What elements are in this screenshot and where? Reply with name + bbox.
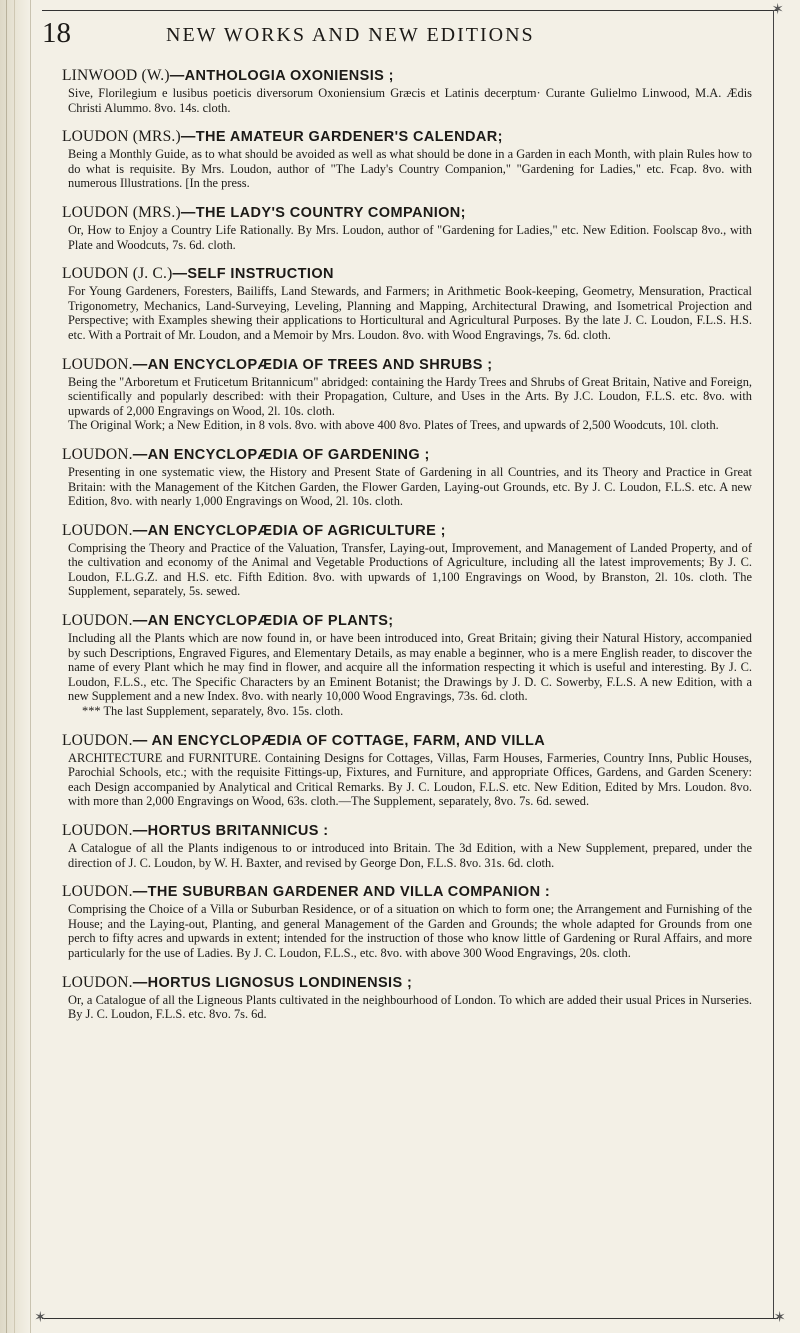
entry-title: —AN ENCYCLOPÆDIA OF TREES AND SHRUBS ;: [132, 356, 493, 373]
entry-author: LOUDON.: [62, 521, 133, 539]
entry-description: Comprising the Choice of a Villa or Suburban Residence, or of a situation on which to form one; the Arrangement and Furnishing of the House; and the Laying-out, Planting, and general Management of the Garden and Grounds; the whole adapted for Grounds from one perch to fifty acres and upwards in extent; intended for the instruction of those who know little of Gardening or Rural Affairs, and more particularly for the use of Ladies. By J. C. Loudon, F.L.S., etc. 8vo. with above 300 Wood Engravings, 20s. cloth.: [68, 902, 752, 960]
top-rule: [42, 10, 778, 11]
catalogue-entry: [62, 127, 752, 191]
entry-heading: [62, 355, 752, 375]
entry-title: —ANTHOLOGIA OXONIENSIS ;: [169, 68, 394, 84]
entry-description: A Catalogue of all the Plants indigenous to or introduced into Britain. The 3d Edition, with a New Supplement, prepared, under the direction of J. C. Loudon, by W. H. Baxter, and revised by George Don, F.L.S. 8vo. 31s. 6d. cloth.: [68, 841, 752, 870]
entry-heading: [62, 127, 752, 147]
catalogue-entry: [62, 731, 752, 809]
ornament-icon: ✶: [34, 1310, 47, 1326]
entry-title: —HORTUS LIGNOSUS LONDINENSIS ;: [132, 974, 413, 991]
entry-title: —HORTUS BRITANNICUS :: [132, 823, 329, 839]
catalogue-entry: [62, 203, 752, 252]
page-header: [42, 18, 742, 58]
entry-author: LOUDON (J. C.): [62, 265, 173, 283]
entry-author: LOUDON.: [62, 731, 133, 749]
entry-author: LOUDON.: [62, 612, 133, 630]
entry-description: Presenting in one systematic view, the History and Present State of Gardening in all Countries, and its Theory and Practice in Great Britain: with the Management of the Kitchen Garden, the Flower Garden, Laying-out Grounds, etc. By J. C. Loudon, F.L.S. etc. A new Edition, 8vo. with nearly 1,000 Engravings on Wood, 2l. 10s. cloth.: [68, 464, 752, 509]
catalogue-entry: [62, 821, 752, 870]
entry-heading: [62, 521, 752, 541]
catalogue-entries: [62, 66, 752, 1034]
entry-title: —THE AMATEUR GARDENER'S CALENDAR;: [180, 129, 503, 146]
ornament-icon: ✶: [773, 1310, 786, 1326]
entry-heading: [62, 821, 752, 841]
page-gutter: [0, 0, 31, 1333]
entry-author: LOUDON.: [62, 973, 133, 991]
gutter-line: [14, 0, 15, 1333]
entry-title: —THE SUBURBAN GARDENER AND VILLA COMPANION :: [132, 884, 551, 901]
entry-heading: [62, 445, 752, 465]
right-margin-rule: [773, 10, 774, 1318]
catalogue-entry: [62, 882, 752, 960]
entry-description: Sive, Florilegium e lusibus poeticis diversorum Oxoniensium Græcis et Latinis decerptum· Curante Gulielmo Linwood, M.A. Ædis Christi Alummo. 8vo. 14s. cloth.: [68, 86, 752, 115]
entry-description: Or, How to Enjoy a Country Life Rationally. By Mrs. Loudon, author of "Gardening for Ladies," etc. New Edition. Foolscap 8vo., with Plate and Woodcuts, 7s. 6d. cloth.: [68, 222, 752, 252]
entry-title: —SELF INSTRUCTION: [172, 266, 334, 283]
catalogue-entry: [62, 521, 752, 599]
entry-author: LOUDON.: [62, 445, 133, 463]
entry-title: —AN ENCYCLOPÆDIA OF PLANTS;: [132, 613, 394, 630]
running-head: NEW WORKS AND NEW EDITIONS: [166, 24, 535, 46]
entry-heading: [62, 264, 752, 284]
entry-author: LOUDON.: [62, 822, 133, 839]
entry-heading: [62, 731, 752, 751]
entry-note: *** The last Supplement, separately, 8vo. 15s. cloth.: [82, 704, 344, 719]
ornament-icon: ✶: [771, 2, 784, 18]
entry-description: Being the "Arboretum et Fruticetum Britannicum" abridged: containing the Hardy Trees and Shrubs of Great Britain, Native and Foreign, scientifically and popularly described: with their Propagation, Culture, and Uses in the Arts. By J.C. Loudon, F.L.S. etc. 8vo. with upwards of 2,000 Engravings on Wood, 2l. 10s. cloth.: [68, 374, 752, 418]
entry-author: LINWOOD (W.): [62, 67, 170, 84]
entry-heading: [62, 611, 752, 631]
entry-title: — AN ENCYCLOPÆDIA OF COTTAGE, FARM, AND VILLA: [132, 732, 546, 749]
catalogue-entry: [62, 66, 752, 115]
entry-heading: [62, 203, 752, 223]
entry-author: LOUDON (MRS.): [62, 128, 181, 146]
catalogue-entry: [62, 611, 752, 719]
entry-heading: [62, 66, 752, 86]
entry-heading: [62, 973, 752, 993]
catalogue-entry: [62, 264, 752, 342]
catalogue-entry: [62, 445, 752, 509]
entry-title: —AN ENCYCLOPÆDIA OF AGRICULTURE ;: [132, 522, 446, 539]
entry-title: —AN ENCYCLOPÆDIA OF GARDENING ;: [132, 446, 430, 463]
catalogue-entry: [62, 973, 752, 1022]
gutter-line: [6, 0, 7, 1333]
entry-note: The Original Work; a New Edition, in 8 vols. 8vo. with above 400 8vo. Plates of Trees, and upwards of 2,500 Woodcuts, 10l. cloth.: [68, 418, 719, 433]
page-number: 18: [42, 17, 71, 49]
entry-description: Being a Monthly Guide, as to what should be avoided as well as what should be done in a Garden in each Month, with plain Rules how to do what is requisite. By Mrs. Loudon, author of "The Lady's Country Companion," "Gardening for Ladies," etc. Fcap. 8vo. with numerous Illustrations. [In the press.: [68, 147, 752, 191]
entry-description: Comprising the Theory and Practice of the Valuation, Transfer, Laying-out, Improvement, and Management of Landed Property, and of the cultivation and economy of the Animal and Vegetable Productions of Agriculture, including all the latest improvements; By J. C. Loudon, F.L.G.Z. and H.S. etc. Fifth Edition. 8vo. with upwards of 1,100 Engravings on Wood, by Branston, 2l. 10s. cloth. The Supplement, separately, 5s. sewed.: [68, 540, 752, 599]
entry-description: Including all the Plants which are now found in, or have been introduced into, Great Britain; giving their Natural History, accompanied by such Descriptions, Engraved Figures, and Elementary Details, as may enable a beginner, who is a mere English reader, to discover the name of every Plant which he may find in flower, and acquire all the information respecting it which is useful and interesting. By J. C. Loudon, F.L.S., etc. The Specific Characters by an Eminent Botanist; the Drawings by J. D. C. Sowerby, F.L.S. A new Edition, with a new Supplement and a new Index. 8vo. with nearly 10,000 Wood Engravings, 73s. 6d. cloth.: [68, 631, 752, 704]
bottom-rule: [42, 1318, 778, 1319]
catalogue-entry: [62, 355, 752, 433]
entry-author: LOUDON (MRS.): [62, 203, 181, 221]
entry-description: For Young Gardeners, Foresters, Bailiffs, Land Stewards, and Farmers; in Arithmetic Book-keeping, Geometry, Mensuration, Practical Trigonometry, Mechanics, Land-Surveying, Leveling, Planning and Mapping, Architectural Drawing, and Isometrical Projection and Perspective; with Examples shewing their applications to Horticultural and Agricultural Purposes. By the late J. C. Loudon, F.L.S. H.S. etc. With a Portrait of Mr. Loudon, and a Memoir by Mrs. Loudon. 8vo. with Wood Engravings, 7s. 6d. cloth.: [68, 284, 752, 342]
entry-description: Or, a Catalogue of all the Ligneous Plants cultivated in the neighbourhood of London. To which are added their usual Prices in Nurseries. By J. C. Loudon, F.L.S. etc. 8vo. 7s. 6d.: [68, 992, 752, 1022]
entry-title: —THE LADY'S COUNTRY COMPANION;: [180, 204, 466, 221]
entry-author: LOUDON.: [62, 883, 133, 901]
entry-author: LOUDON.: [62, 355, 133, 373]
entry-description: ARCHITECTURE and FURNITURE. Containing Designs for Cottages, Villas, Farm Houses, Farmeries, Country Inns, Public Houses, Parochial Schools, etc.; with the requisite Fittings-up, Fixtures, and Furniture, and appropriate Offices, Gardens, and Garden Scenery: each Design accompanied by Analytical and Critical Remarks. By J. C. Loudon, F.L.S. etc. New Edition, Edited by Mrs. Loudon. 8vo. with more than 2,000 Engravings on Wood, 63s. cloth.—The Supplement, separately, 8vo. 7s. 6d. sewed.: [68, 750, 752, 809]
entry-heading: [62, 882, 752, 902]
